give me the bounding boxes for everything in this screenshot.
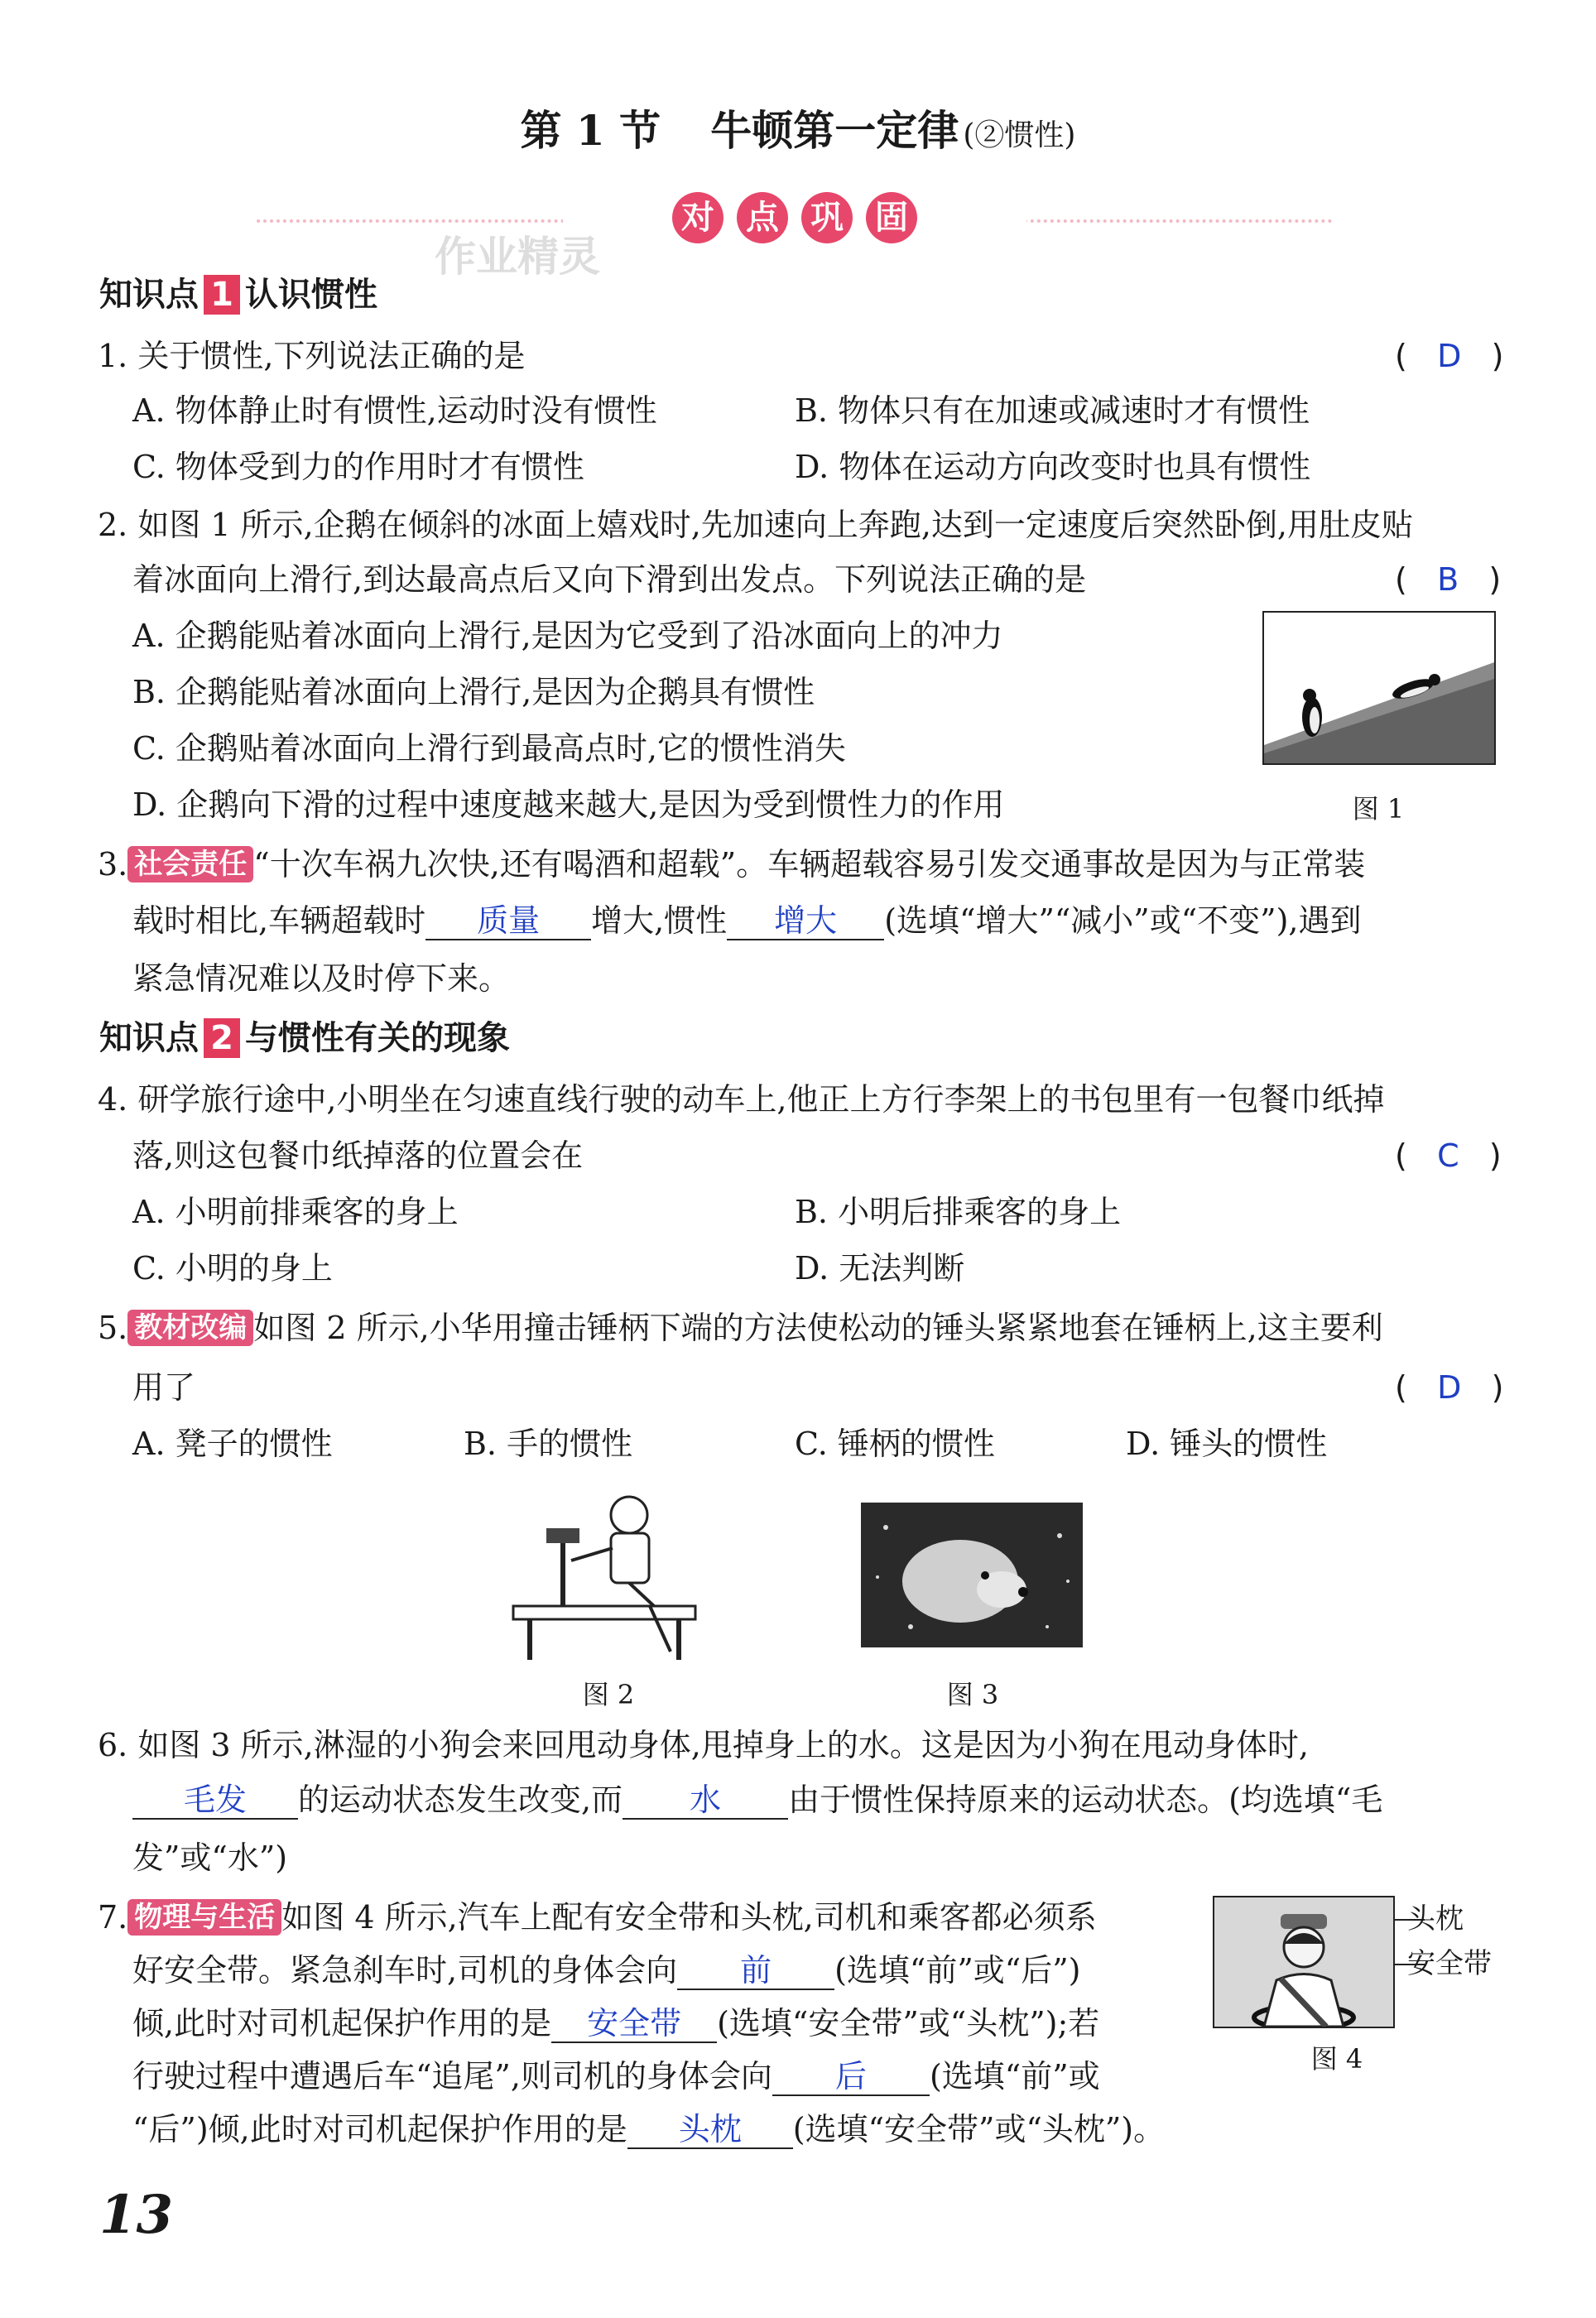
figure-4-driver [1213, 1896, 1395, 2028]
q5-answer-box: ( D ) [1395, 1369, 1504, 1406]
q3-line1 [98, 844, 1365, 884]
q4-answer: C [1437, 1137, 1459, 1174]
q4-option-a: A. 小明前排乘客的身上 [132, 1194, 459, 1230]
page-number: 13 [99, 2184, 174, 2246]
q7-text: 好安全带。紧急刹车时,司机的身体会向 [132, 1952, 678, 1989]
q5-line2: 用了 [132, 1369, 196, 1406]
q3-text: 载时相比,车辆超载时 [132, 902, 426, 939]
figure-2-hammer [505, 1482, 704, 1664]
section-number: 第 1 节 [520, 106, 661, 155]
q7-blank-2[interactable]: 安全带 [551, 2003, 717, 2043]
q4-option-d: D. 无法判断 [795, 1250, 965, 1286]
q3-text: 增大,惯性 [591, 902, 728, 939]
q7-line5 [132, 2109, 1165, 2149]
q7-text: 行驶过程中遭遇后车“追尾”,则司机的身体会向 [132, 2058, 772, 2094]
q2-option-c: C. 企鹅贴着冰面向上滑行到最高点时,它的惯性消失 [132, 730, 846, 767]
q5-answer: D [1437, 1369, 1462, 1406]
q5-option-d: D. 锤头的惯性 [1126, 1426, 1328, 1462]
q3-blank-2[interactable]: 增大 [727, 901, 884, 940]
q3-text: (选填“增大”“减小”或“不变”),遇到 [884, 902, 1362, 939]
banner-char: 对 [672, 192, 723, 243]
q6-blank-1[interactable]: 毛发 [132, 1780, 298, 1820]
q7-text: (选填“安全带”或“头枕”);若 [717, 2005, 1100, 2041]
q7-text: (选填“前”或“后”) [834, 1952, 1081, 1989]
figure-1-penguins [1262, 611, 1496, 765]
banner-char: 点 [737, 192, 788, 243]
q1-option-c: C. 物体受到力的作用时才有惯性 [132, 449, 584, 485]
q7-stem: 如图 4 所示,汽车上配有安全带和头枕,司机和乘客都必须系 [281, 1899, 1097, 1936]
q1-answer-box: ( D ) [1395, 338, 1504, 374]
q4-option-c: C. 小明的身上 [132, 1250, 333, 1286]
label-headrest: 头枕 [1407, 1902, 1464, 1936]
q1-answer: D [1437, 338, 1462, 374]
q6-text: 由于惯性保持原来的运动状态。(均选填“毛 [788, 1782, 1383, 1818]
figure-3-wet-dog [861, 1503, 1083, 1647]
q7-text: 倾,此时对司机起保护作用的是 [132, 2005, 552, 2041]
q6-line2 [132, 1780, 1382, 1820]
knowledge-point-2 [99, 1018, 510, 1058]
q4-answer-box: ( C ) [1395, 1137, 1502, 1174]
q6-text: 的运动状态发生改变,而 [298, 1782, 623, 1818]
q7-number: 7. [98, 1899, 128, 1936]
q2-stem-line2: 着冰面向上滑行,到达最高点后又向下滑到出发点。下列说法正确的是 [132, 561, 1087, 598]
q2-answer-box: ( B ) [1395, 561, 1502, 598]
q1-option-a: A. 物体静止时有惯性,运动时没有惯性 [132, 392, 657, 429]
figure-4-caption: 图 4 [1310, 2043, 1363, 2075]
q3-tag: 社会责任 [127, 846, 253, 882]
q1-option-d: D. 物体在运动方向改变时也具有惯性 [795, 449, 1311, 485]
q7-tag: 物理与生活 [127, 1899, 281, 1936]
q3-line2 [132, 901, 1361, 940]
q7-text: (选填“前”或 [929, 2058, 1100, 2094]
kp-title: 认识惯性 [245, 275, 377, 314]
page-header [0, 98, 1596, 157]
q1-stem: 1. 关于惯性,下列说法正确的是 [98, 338, 526, 374]
q5-tag: 教材改编 [127, 1310, 253, 1346]
q7-line3 [132, 2003, 1099, 2043]
q6-blank-2[interactable]: 水 [623, 1780, 788, 1820]
kp-prefix: 知识点 [99, 1018, 199, 1057]
q3-stem: “十次车祸九次快,还有喝酒和超载”。车辆超载容易引发交通事故是因为与正常装 [253, 846, 1366, 882]
q2-answer: B [1437, 561, 1459, 598]
section-banner [563, 192, 1026, 243]
q5-option-a: A. 凳子的惯性 [132, 1426, 333, 1462]
q2-stem-line1: 2. 如图 1 所示,企鹅在倾斜的冰面上嬉戏时,先加速向上奔跑,达到一定速度后突然卧倒,用肚皮贴 [98, 507, 1413, 543]
q7-blank-4[interactable]: 头枕 [627, 2109, 793, 2149]
q2-option-a: A. 企鹅能贴着冰面向上滑行,是因为它受到了沿冰面向上的冲力 [132, 618, 1003, 654]
q4-option-b: B. 小明后排乘客的身上 [795, 1194, 1122, 1230]
q5-line1 [98, 1308, 1383, 1348]
q5-option-c: C. 锤柄的惯性 [795, 1426, 995, 1462]
q5-number: 5. [98, 1310, 128, 1346]
q5-option-b: B. 手的惯性 [464, 1426, 633, 1462]
kp-number: 1 [204, 275, 240, 315]
q6-line1: 6. 如图 3 所示,淋湿的小狗会来回甩动身体,甩掉身上的水。这是因为小狗在甩动身体时, [98, 1727, 1309, 1763]
page-subtitle: (②惯性) [963, 118, 1076, 152]
kp-title: 与惯性有关的现象 [245, 1018, 510, 1057]
kp-number: 2 [204, 1018, 240, 1058]
q4-stem-line1: 4. 研学旅行途中,小明坐在匀速直线行驶的动车上,他正上方行李架上的书包里有一包餐巾纸掉 [98, 1081, 1385, 1118]
q7-line1 [98, 1897, 1097, 1937]
label-seatbelt: 安全带 [1407, 1947, 1492, 1980]
q7-blank-1[interactable]: 前 [677, 1950, 834, 1990]
knowledge-point-1 [99, 275, 377, 315]
banner-char: 固 [866, 192, 917, 243]
q6-line3: 发”或“水”) [132, 1839, 288, 1876]
q7-text: “后”)倾,此时对司机起保护作用的是 [132, 2111, 627, 2147]
figure-2-caption: 图 2 [582, 1679, 635, 1710]
kp-prefix: 知识点 [99, 275, 199, 314]
figure-1-caption: 图 1 [1352, 793, 1405, 825]
q5-stem: 如图 2 所示,小华用撞击锤柄下端的方法使松动的锤头紧紧地套在锤柄上,这主要利 [253, 1310, 1383, 1346]
page-title: 牛顿第一定律 [710, 106, 959, 155]
q2-option-d: D. 企鹅向下滑的过程中速度越来越大,是因为受到惯性力的作用 [132, 786, 1005, 823]
figure-3-caption: 图 3 [946, 1679, 999, 1710]
q3-blank-1[interactable]: 质量 [425, 901, 591, 940]
q7-line4 [132, 2056, 1100, 2096]
q3-number: 3. [98, 846, 128, 882]
banner-char: 巩 [801, 192, 853, 243]
q7-blank-3[interactable]: 后 [772, 2056, 930, 2096]
q7-text: (选填“安全带”或“头枕”)。 [792, 2111, 1166, 2147]
q1-option-b: B. 物体只有在加速或减速时才有惯性 [795, 392, 1310, 429]
q2-option-b: B. 企鹅能贴着冰面向上滑行,是因为企鹅具有惯性 [132, 674, 815, 710]
watermark: 作业精灵 [435, 233, 600, 281]
q3-line3: 紧急情况难以及时停下来。 [132, 960, 511, 997]
q4-stem-line2: 落,则这包餐巾纸掉落的位置会在 [132, 1137, 584, 1174]
q7-line2 [132, 1950, 1080, 1990]
